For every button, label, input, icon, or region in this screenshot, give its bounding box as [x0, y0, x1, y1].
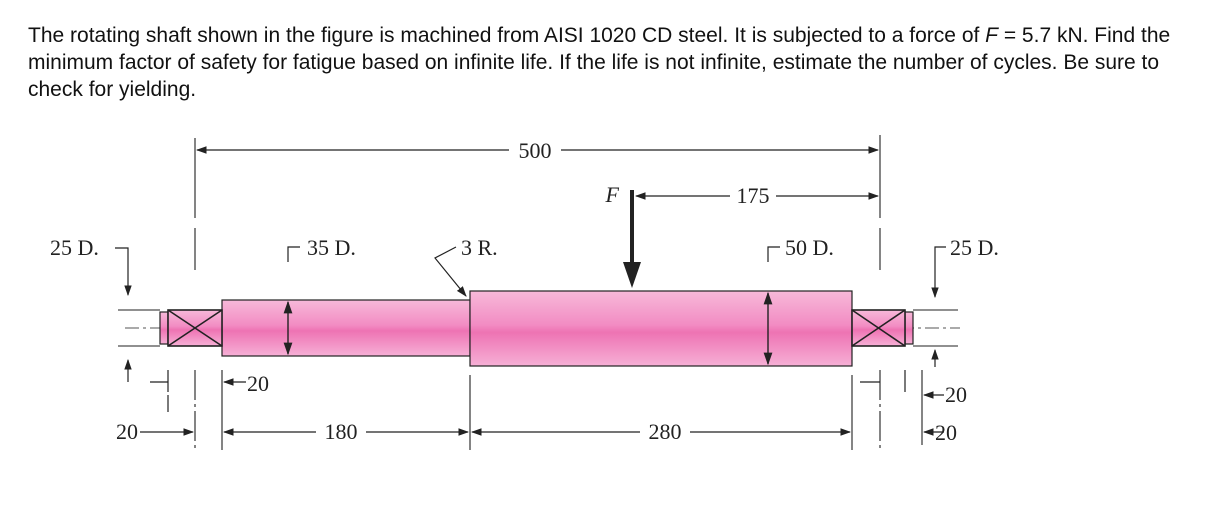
dim-20-a-label: 20	[247, 371, 269, 396]
dia-50-leader	[768, 247, 780, 262]
dim-20-b-label: 20	[116, 419, 138, 444]
dim-180-label: 180	[324, 419, 358, 444]
dia-right-25-label: 25 D.	[950, 235, 999, 260]
problem-text-part2: = 5.7 kN. Find the minimum factor of safety for fatigue based on infinite life. If the life is not infinite, estimate the number of cycles. Be sure to check for yielding.	[28, 24, 1171, 101]
radius-3-label: 3 R.	[461, 235, 498, 260]
force-symbol: F	[985, 24, 998, 47]
dia-right-25-leader	[935, 247, 946, 297]
dia-left-25-leader	[115, 248, 128, 295]
dim-20-c-label: 20	[945, 382, 967, 407]
shaft-section-25-left	[160, 312, 168, 344]
dim-20-d-label: 20	[935, 420, 957, 445]
dim-500-label: 500	[518, 138, 552, 163]
left-bearing-icon	[168, 310, 222, 346]
shaft-section-25-right	[905, 312, 913, 344]
dia-35-label: 35 D.	[307, 235, 356, 260]
shaft-section-50	[470, 291, 852, 366]
dim-175-label: 175	[736, 183, 770, 208]
force-arrow-icon	[623, 190, 641, 288]
dim-280-label: 280	[648, 419, 682, 444]
dia-50-label: 50 D.	[785, 235, 834, 260]
problem-text-part1: The rotating shaft shown in the figure is machined from AISI 1020 CD steel. It is subjected to a force of	[28, 24, 986, 47]
right-bearing-icon	[852, 310, 905, 346]
force-label: F	[605, 182, 619, 207]
shaft-section-35	[222, 300, 470, 356]
dia-left-25-label: 25 D.	[50, 235, 99, 260]
dia-35-leader	[288, 247, 300, 262]
